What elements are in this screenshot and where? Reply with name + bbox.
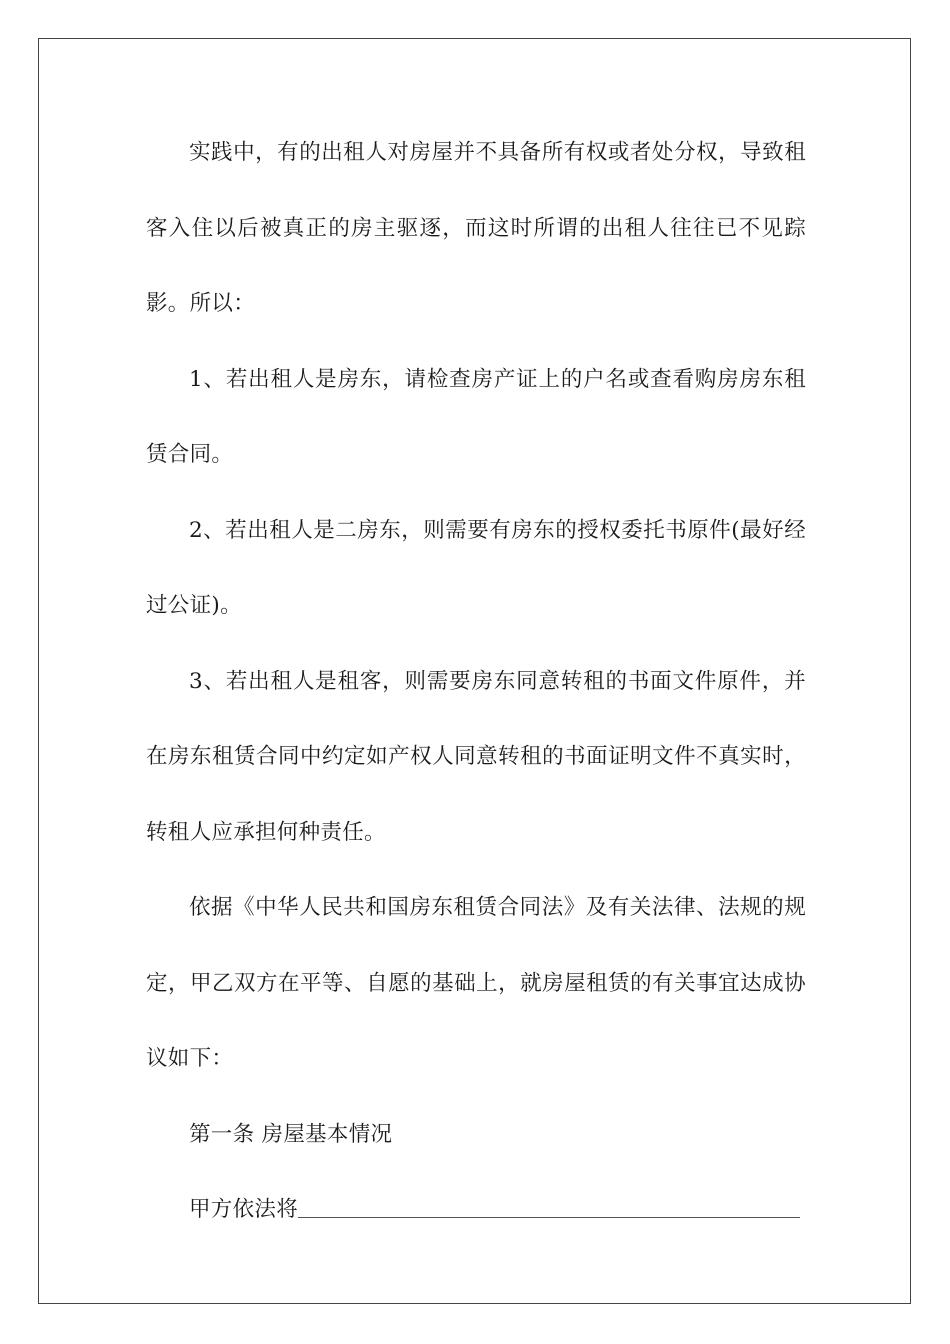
blank-fill-line[interactable]: [298, 1197, 800, 1218]
property-statement-prefix: 甲方依法将: [189, 1197, 299, 1222]
article-1-heading: 第一条 房屋基本情况: [189, 1121, 393, 1147]
paragraph-legal-basis: 依据《中华人民共和国房东租赁合同法》及有关法律、法规的规定，甲乙双方在平等、自愿的基础上，就房屋租赁的有关事宜达成协议如下：: [146, 895, 806, 1071]
paragraph-item-1: 1、若出租人是房东，请检查房产证上的户名或查看购房房东租赁合同。: [146, 366, 806, 467]
paragraph-property-statement: [146, 1172, 806, 1248]
paragraph-item-3: 3、若出租人是租客，则需要房东同意转租的书面文件原件，并在房东租赁合同中约定如产权人同意转租的书面证明文件不真实时，转租人应承担何种责任。: [146, 668, 806, 845]
paragraph-intro: 实践中，有的出租人对房屋并不具备所有权或者处分权，导致租客入住以后被真正的房主驱逐，而这时所谓的出租人往往已不见踪影。所以：: [146, 140, 806, 316]
document-body: [146, 115, 806, 1248]
paragraph-item-2: 2、若出租人是二房东，则需要有房东的授权委托书原件(最好经过公证)。: [146, 517, 806, 618]
